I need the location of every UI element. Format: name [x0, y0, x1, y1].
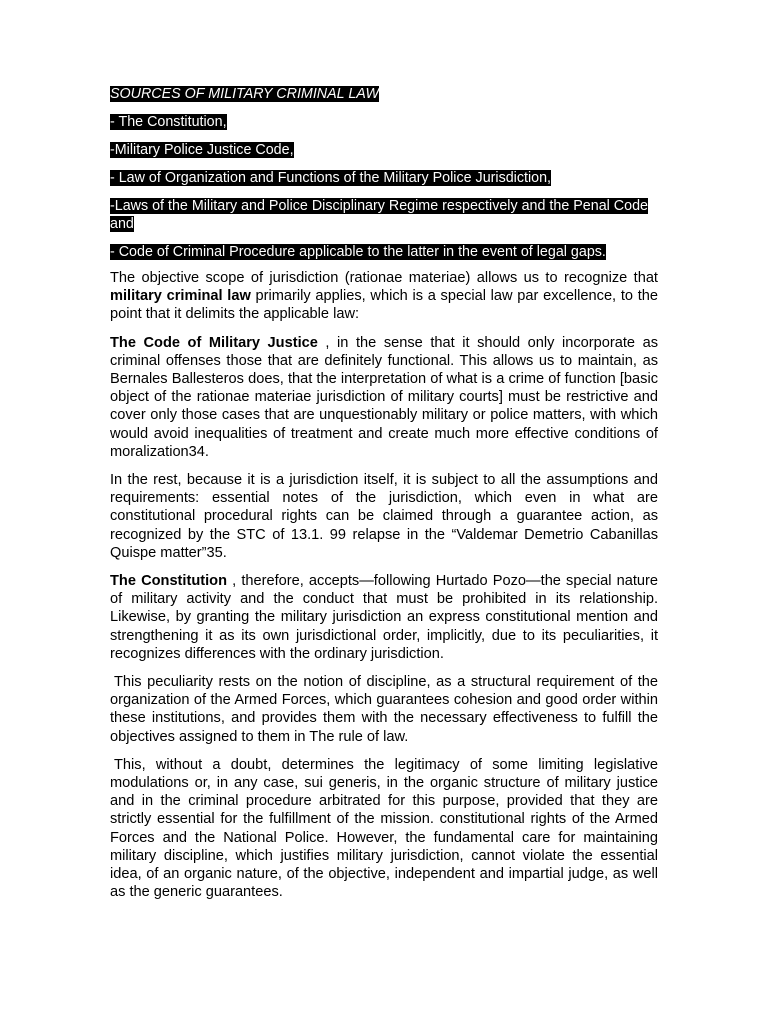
- highlighted-item: - Code of Criminal Procedure applicable to the latter in the event of legal gaps.: [110, 244, 606, 260]
- highlighted-item: - Law of Organization and Functions of the Military Police Jurisdiction,: [110, 170, 552, 186]
- paragraph-scope: The objective scope of jurisdiction (rationae materiae) allows us to recognize that military criminal law primarily applies, which is a special law par excellence, to the point that it delimits the applicable law:: [110, 270, 659, 323]
- paragraph-jurisdiction: In the rest, because it is a jurisdiction itself, it is subject to all the assumptions and requirements: essential notes of the jurisdiction, which even in what are constitutional procedural rights can be claimed through a guarantee action, as recognized by the STC of 13.1. 99 relapse in the “Valdemar Demetrio Cabanillas Quispe matter”35.: [110, 472, 658, 561]
- highlighted-item: -Military Police Justice Code,: [110, 142, 294, 158]
- paragraph-code-of-military-justice: The Code of Military Justice , in the sense that it should only incorporate as criminal offenses those that are definitely functional. This allows us to maintain, as Bernales Ballesteros does, that the interpretation of what is a crime of function [basic object of the rationae materiae jurisdiction of military courts] must be restrictive and cover only those cases that are unquestionably military or police matters, with which would avoid inequalities of treatment and create much more effective conditions of moralization34.: [110, 334, 659, 460]
- paragraph-legitimacy: This, without a doubt, determines the legitimacy of some limiting legislative modulations or, in any case, sui generis, in the organic structure of military justice and in the criminal procedure arbitrated for this purpose, provided that they are strictly essential for the fulfillment of the mission. constitutional rights of the Armed Forces and the National Police. However, the fundamental care for maintaining military discipline, which justifies military jurisdiction, cannot violate the essential idea, of an organic nature, of the objective, independent and impartial judge, as well as the generic guarantees.: [110, 756, 658, 901]
- paragraph-constitution: The Constitution , therefore, accepts—following Hurtado Pozo—the special nature of military activity and the conduct that must be prohibited in its relationship. Likewise, by granting the military jurisdiction an express constitutional mention and strengthening it as its own jurisdictional order, implicitly, due to its peculiarities, it recognizes differences with the ordinary jurisdiction.: [110, 573, 658, 662]
- highlighted-item: -Laws of the Military and Police Disciplinary Regime respectively and the Penal Code and: [110, 198, 648, 232]
- document-heading: SOURCES OF MILITARY CRIMINAL LAW: [110, 86, 380, 102]
- highlighted-item: - The Constitution,: [110, 114, 227, 130]
- paragraph-discipline: This peculiarity rests on the notion of discipline, as a structural requirement of the organization of the Armed Forces, which guarantees cohesion and good order within these institutions, and provides them with the necessary effectiveness to fulfill the objectives assigned to them in The rule of law.: [110, 674, 658, 745]
